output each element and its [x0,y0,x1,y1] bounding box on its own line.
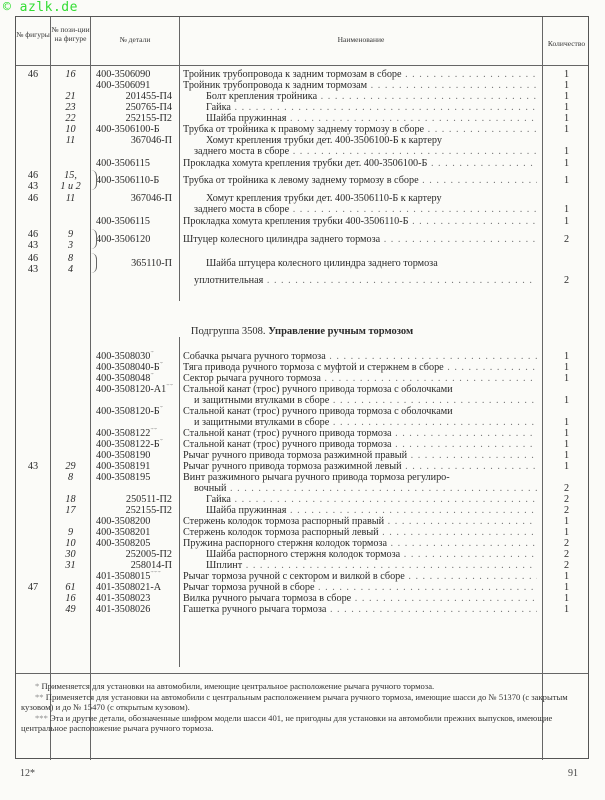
quantity: 1 [563,216,570,227]
part-name: Трубка от тройника к левому заднему тормозу в сборе . . . [183,175,537,186]
part-name: Стержень колодок тормоза распорный левый . . . [183,527,537,538]
part-name: Прокладка хомута крепления трубки 400-3506110-Б . . . [183,216,537,227]
table-row [16,275,588,286]
table-row [16,461,588,472]
part-number [96,91,172,102]
quantity: 1 [563,516,570,527]
figure-number: 47 [27,582,39,593]
quantity: 2 [563,538,570,549]
footnote: ** Применяется для установки на автомобили с центральным расположением рычага ручного тормоза, имеющие шасси до № 51370 (с закрытым кузовом) и до № 15470 (с открытым кузовом). [21,691,568,712]
part-number-text: 400-3508048 [96,373,151,384]
part-number-text: 365110-П [131,258,172,269]
part-name: Шайба пружинная . . . [206,113,537,124]
table-row [16,593,588,604]
part-number [96,362,178,373]
part-name: Шайба штуцера колесного цилиндра заднего тормоза [206,258,438,269]
part-number [96,406,178,417]
table-row [16,483,588,494]
quantity: 1 [563,604,570,615]
table-row [16,428,588,439]
footnotes [21,681,580,734]
table-row [16,113,588,124]
part-number [96,549,172,560]
part-name: Рычаг тормоза ручной с сектором и вилкой в сборе . . . [183,571,537,582]
subgroup-heading [16,326,588,338]
quantity: 1 [563,428,570,439]
position-number: 11 [65,135,76,146]
header-qty: Количество [547,39,586,48]
part-number-text: 400-3506110-Б [96,175,160,186]
part-number-text: 401-3508015 [96,571,151,582]
quantity: 1 [563,91,570,102]
table-row [16,516,588,527]
table-row [16,351,588,362]
part-name: Гашетка ручного рычага тормоза . . . [183,604,537,615]
part-number [96,102,172,113]
quantity: 1 [563,175,570,186]
part-name: уплотнительная . . . [194,275,537,286]
table-row [16,170,588,192]
position-number: 16 [65,593,76,604]
table-row [16,384,588,395]
part-number-text: 400-3506115 [96,216,150,227]
part-name: и защитными втулками в сборе . . . [194,395,537,406]
part-name: Стальной канат (трос) ручного привода тормоза . . . [183,428,537,439]
part-name: Тройник трубопровода к задним тормозам . . . [183,80,537,91]
quantity: 2 [563,483,570,494]
position-number: 8 [67,472,74,483]
header-pos: № пози-ции на фигуре [51,25,90,43]
part-name: Рычаг ручного привода тормоза разжимной правый . . . [183,450,537,461]
footnote-mark: ** [150,428,158,434]
position-number: 31 [65,560,76,571]
quantity: 2 [563,275,570,286]
part-number-text: 400-3508030 [96,351,151,362]
part-number-text: 258014-П [130,560,172,571]
part-name: Гайка . . . [206,494,537,505]
part-name: Сектор рычага ручного тормоза . . . [183,373,537,384]
table-row [16,549,588,560]
part-name: заднего моста в сборе . . . [194,204,537,215]
position-number: 10 [65,124,76,135]
part-number-text: 400-3508040-Б [96,362,160,373]
quantity: 1 [563,461,570,472]
footnote-divider [16,673,588,674]
figure-number: 46 43 [27,253,39,275]
figure-number: 46 43 [27,229,39,251]
footnote-mark: *** [150,571,161,577]
quantity: 1 [563,204,570,215]
footnote-mark: * [159,439,164,445]
part-number-text: 400-3506090 [96,69,151,80]
brace-mark [91,229,97,249]
table-row [16,505,588,516]
table-row [16,146,588,157]
table-row [16,439,588,450]
part-number-text: 400-3508120-А1 [96,384,167,395]
quantity: 1 [563,582,570,593]
footnote-mark: * [159,362,164,368]
part-number-text: 367046-П [130,135,172,146]
part-name: Рычаг ручного привода тормоза разжимной левый . . . [183,461,537,472]
table-row [16,204,588,215]
header-divider [16,65,588,66]
table-row [16,69,588,80]
footnote: * Применяется для установки на автомобили, имеющие центральное расположение рычага ручного тормоза. [35,681,435,691]
table-row [16,527,588,538]
part-number-text: 400-3506100-Б [96,124,160,135]
part-name: Шплинт . . . [206,560,537,571]
table-row [16,135,588,146]
part-number [96,505,172,516]
part-name: Шайба пружинная . . . [206,505,537,516]
part-number [96,351,178,362]
part-number-text: 400-3506115 [96,158,150,169]
part-name: Тяга привода ручного тормоза с муфтой и стержнем в сборе . . . [183,362,537,373]
figure-number: 46 43 [27,170,39,192]
part-number [96,113,172,124]
part-number [96,571,178,582]
position-number: 17 [65,505,76,516]
part-name: Болт крепления тройника . . . [206,91,537,102]
quantity: 1 [563,450,570,461]
part-number [96,135,172,146]
part-name: Тройник трубопровода к задним тормозам в сборе . . . [183,69,537,80]
part-number-text: 400-3508122 [96,428,151,439]
part-name: Винт разжимного рычага ручного привода тормоза регулиро- [183,472,450,483]
part-number [96,124,178,135]
header-part: № детали [119,35,151,44]
part-number-text: 400-3506120 [96,234,151,245]
table-row [16,229,588,251]
part-name: Хомут крепления трубки дет. 400-3506110-Б к картеру [206,193,442,204]
part-name: Гайка . . . [206,102,537,113]
position-number: 8 4 [67,253,74,275]
table-row [16,395,588,406]
part-number-text: 400-3508201 [96,527,151,538]
quantity: 1 [563,417,570,428]
table-row [16,604,588,615]
position-number: 30 [65,549,76,560]
page-number: 91 [568,768,578,779]
footnote-mark: * [159,406,164,412]
part-number-text: 400-3508200 [96,516,151,527]
part-number-text: 250511-П2 [125,494,172,505]
part-number-text: 400-3508122-Б [96,439,160,450]
table-row [16,373,588,384]
part-name: и защитными втулками в сборе . . . [194,417,537,428]
quantity: 1 [563,527,570,538]
table-row [16,472,588,483]
quantity: 2 [563,560,570,571]
quantity: 1 [563,69,570,80]
part-name: Хомут крепления трубки дет. 400-3506100-Б к картеру [206,135,442,146]
part-number [96,384,178,395]
quantity: 1 [563,362,570,373]
position-number: 21 [65,91,76,102]
quantity: 1 [563,124,570,135]
subgroup-title: Управление ручным тормозом [268,326,414,337]
quantity: 1 [563,80,570,91]
position-number: 9 3 [67,229,74,251]
part-number-text: 400-3506091 [96,80,151,91]
part-number-text: 201455-П4 [125,91,172,102]
table-row [16,362,588,373]
footnote: *** Эта и другие детали, обозначенные шифром модели шасси 401, не пригодны для установки на автомобили прежних выпусков, имеющие центральное расположение рычага ручного тормоза. [21,712,553,733]
part-number [96,428,178,439]
part-number [96,158,178,169]
quantity: 1 [563,158,570,169]
part-number-text: 400-3508205 [96,538,151,549]
part-number [96,538,178,549]
table-row [16,571,588,582]
part-number-text: 252155-П2 [125,113,172,124]
quantity: 2 [563,505,570,516]
part-name: Шайба распорного стержня колодок тормоза . . . [206,549,537,560]
part-number-text: 400-3508195 [96,472,151,483]
part-name: Пружина распорного стержня колодок тормоза . . . [183,538,537,549]
part-number-text: 401-3508021-А [96,582,162,593]
quantity: 1 [563,593,570,604]
part-number [96,258,172,269]
part-number-text: 250765-П4 [125,102,172,113]
quantity: 1 [563,351,570,362]
position-number: 11 [65,193,76,204]
quantity: 1 [563,439,570,450]
part-number [96,494,172,505]
part-number-text: 400-3508190 [96,450,151,461]
part-number [96,193,172,204]
quantity: 1 [563,373,570,384]
part-number-text: 400-3508191 [96,461,151,472]
part-number [96,234,178,245]
part-number [96,472,178,483]
part-name: Стальной канат (трос) ручного привода тормоза . . . [183,439,537,450]
table-row [16,124,588,135]
part-name: Вилка ручного рычага тормоза в сборе . . . [183,593,537,604]
part-name: Собачка рычага ручного тормоза . . . [183,351,537,362]
position-number: 9 [67,527,74,538]
table-row [16,406,588,417]
position-number: 18 [65,494,76,505]
table-row [16,158,588,169]
part-number [96,461,178,472]
part-number-text: 367046-П [130,193,172,204]
quantity: 1 [563,146,570,157]
part-number [96,582,178,593]
part-number-text: 252155-П2 [125,505,172,516]
position-number: 61 [65,582,76,593]
part-number [96,373,178,384]
watermark: © azlk.de [3,0,78,15]
table-row [16,450,588,461]
table-row [16,494,588,505]
position-number: 22 [65,113,76,124]
part-number [96,527,178,538]
header-name: Наименование [337,35,385,44]
quantity: 2 [563,234,570,245]
part-number [96,516,178,527]
table-row [16,80,588,91]
part-number [96,604,178,615]
part-name: Штуцер колесного цилиндра заднего тормоза . . . [183,234,537,245]
table-row [16,91,588,102]
quantity: 2 [563,549,570,560]
part-number [96,216,178,227]
part-number [96,439,178,450]
table-row [16,253,588,275]
position-number: 29 [65,461,76,472]
position-number: 49 [65,604,76,615]
quantity: 1 [563,113,570,124]
part-name: вочный . . . [194,483,537,494]
part-name: Трубка от тройника к правому заднему тормозу в сборе . . . [183,124,537,135]
part-name: Стальной канат (трос) ручного привода тормоза с оболочками [183,384,453,395]
quantity: 2 [563,494,570,505]
part-number-text: 400-3508120-Б [96,406,160,417]
table-row [16,417,588,428]
figure-number: 46 [27,69,39,80]
quantity: 1 [563,571,570,582]
table-row [16,560,588,571]
brace-mark [91,253,97,273]
footnote-mark: * [150,351,154,357]
brace-mark [91,170,97,190]
part-name: Прокладка хомута крепления трубки дет. 400-3506100-Б . . . [183,158,537,169]
position-number: 10 [65,538,76,549]
table-row [16,582,588,593]
table-row [16,538,588,549]
part-name: Рычаг тормоза ручной в сборе . . . [183,582,537,593]
position-number: 16 [65,69,76,80]
position-number: 23 [65,102,76,113]
part-number-text: 401-3508023 [96,593,151,604]
subgroup-prefix: Подгруппа 3508. [190,326,266,337]
part-name: Стержень колодок тормоза распорный правый . . . [183,516,537,527]
table-row [16,193,588,204]
part-number-text: 252005-П2 [125,549,172,560]
header-fig: № фигуры [16,30,50,39]
part-number [96,593,178,604]
part-name: заднего моста в сборе . . . [194,146,537,157]
table-row [16,216,588,227]
table-row [16,102,588,113]
figure-number: 43 [27,461,39,472]
signature-mark: 12* [20,768,35,779]
parts-table [15,16,589,759]
part-number [96,175,178,186]
position-number: 15, 1 и 2 [60,170,81,192]
footnote-mark: * [150,373,154,379]
quantity: 1 [563,102,570,113]
part-number [96,69,178,80]
part-name: Стальной канат (трос) ручного привода тормоза с оболочками [183,406,453,417]
quantity: 1 [563,395,570,406]
figure-number: 46 [27,193,39,204]
part-number [96,560,172,571]
footnote-mark: ** [166,384,174,390]
part-number-text: 401-3508026 [96,604,151,615]
part-number [96,450,178,461]
part-number [96,80,178,91]
